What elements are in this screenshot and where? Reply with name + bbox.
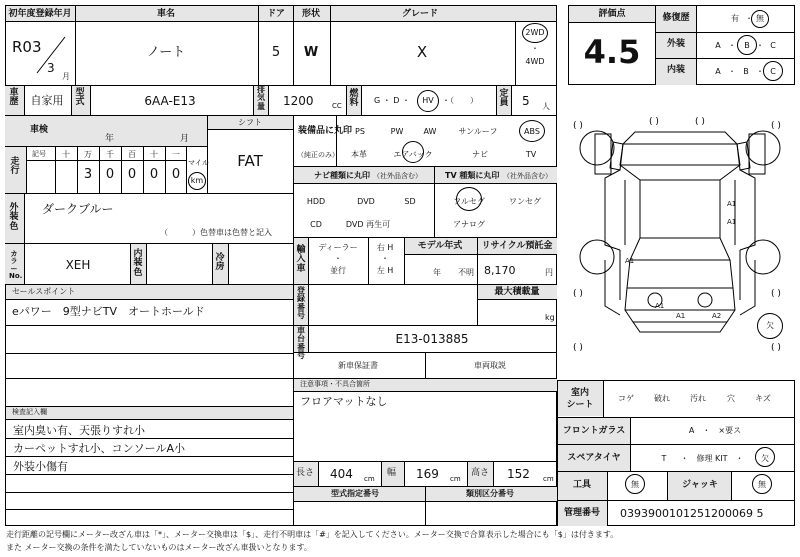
odo-col-4: 百 xyxy=(128,150,136,159)
glass-label: フロントガラス xyxy=(562,426,626,436)
equipment-sub: （純正のみ） xyxy=(297,151,339,159)
notes-text: フロアマットなし xyxy=(300,395,388,408)
svg-text:( ): ( ) xyxy=(771,343,781,353)
missing-part: 欠 xyxy=(766,321,774,330)
svg-text:( ): ( ) xyxy=(649,117,659,127)
equip-navi: ナビ xyxy=(472,150,488,159)
odo-mile: マイル xyxy=(188,159,209,167)
odo-col-1: 十 xyxy=(62,150,70,159)
fuel-selected: HV xyxy=(422,96,434,105)
tv-oneseg: ワンセグ xyxy=(509,197,541,206)
reizo-label: 冷房 xyxy=(215,253,225,273)
glass-value: A ・ ×要ス xyxy=(688,426,742,435)
model: 6AA-E13 xyxy=(144,94,196,108)
import-left: 左 H xyxy=(376,266,394,275)
interior-color-label: 内装色 xyxy=(133,249,143,278)
chassis-label: 車台番号 xyxy=(297,326,305,361)
recycle-label: リサイクル預託金 xyxy=(481,241,553,251)
navi-hdd: HDD xyxy=(306,197,326,206)
import-right: 右 H xyxy=(376,243,394,252)
reg-label: 登録番号 xyxy=(297,286,305,321)
tv-sub: （社外品含む） xyxy=(503,172,552,180)
shape: W xyxy=(303,45,319,60)
import-label: 輸入車 xyxy=(296,245,306,274)
length-label: 長さ xyxy=(296,468,315,478)
model-label: 型式 xyxy=(75,88,85,108)
odo-digit-2: 0 xyxy=(105,167,115,182)
model-year-unknown: 不明 xyxy=(458,268,474,277)
odo-col-5: 十 xyxy=(150,150,158,159)
seat-label-1: 室内 xyxy=(570,388,590,398)
car-name: ノート xyxy=(146,45,186,60)
class-number-label: 類別区分番号 xyxy=(466,489,514,498)
equip-leather: 本革 xyxy=(351,150,367,159)
displacement-label: 排気量 xyxy=(257,85,265,111)
odometer-label: 走行 xyxy=(10,157,20,177)
rating-value: 4.5 xyxy=(583,33,641,71)
grade: X xyxy=(416,43,428,61)
shift-label: シフト xyxy=(238,118,262,127)
tv-fullseg: フルセグ xyxy=(453,197,485,206)
doors: 5 xyxy=(271,45,281,60)
interior-label: 内装 xyxy=(666,65,686,75)
odo-digit-5: 0 xyxy=(171,167,181,182)
rating-label: 評価点 xyxy=(598,9,626,19)
repair-no: 無 xyxy=(756,14,764,23)
odo-km: km xyxy=(190,176,204,185)
jack-value: 無 xyxy=(758,480,766,489)
width-value: 169 xyxy=(416,467,439,481)
warranty-new: 新車保証書 xyxy=(338,361,378,370)
color-label: 外装色 xyxy=(9,203,19,232)
colorno-value: XEH xyxy=(65,258,91,272)
odo-col-3: 千 xyxy=(106,150,114,159)
equip-ps: PS xyxy=(355,127,365,136)
svg-text:( ): ( ) xyxy=(573,289,583,299)
navi-dvd-play: DVD 再生可 xyxy=(345,220,391,229)
door-label: ドア xyxy=(267,9,285,19)
seat-dirt: 汚れ xyxy=(690,394,706,403)
model-year-year: 年 xyxy=(433,268,441,277)
seat-scratch: キズ xyxy=(755,394,771,403)
height-label: 高さ xyxy=(471,468,490,478)
seat-tear: 破れ xyxy=(654,394,670,403)
displacement: 1200 xyxy=(283,94,314,108)
damage-mark-5: A1 xyxy=(676,312,686,320)
usage-label: 車歴 xyxy=(9,88,19,108)
damage-mark-1: A1 xyxy=(727,200,737,208)
length-value: 404 xyxy=(330,467,353,481)
sales-point-label: セールスポイント xyxy=(12,287,76,296)
inspector-line-2: カーペットすれ小、コンソールA小 xyxy=(13,442,185,455)
drive-4wd: 4WD xyxy=(525,57,545,66)
shift-value: FAT xyxy=(237,152,263,170)
shaken-year: 年 xyxy=(105,134,115,144)
svg-text:( ): ( ) xyxy=(771,289,781,299)
spare-kit: ・ 修理 KIT ・ xyxy=(680,454,744,463)
damage-mark-2: A1 xyxy=(727,218,737,226)
usage: 自家用 xyxy=(30,94,64,107)
equip-abs: ABS xyxy=(524,127,540,136)
color-note: （ ）色替車は色替と記入 xyxy=(160,228,272,237)
type-designation-label: 型式指定番号 xyxy=(331,489,379,498)
sales-point-text: eパワー 9型ナビTV オートホールド xyxy=(12,305,205,318)
equipment-label: 装備品に丸印 xyxy=(298,126,353,136)
inspector-line-1: 室内臭い有、天張りすれ小 xyxy=(13,424,145,437)
model-year-label: モデル年式 xyxy=(417,241,463,251)
inspector-label: 検査記入欄 xyxy=(12,408,47,416)
car-name-label: 車名 xyxy=(156,9,176,19)
capacity-unit: 人 xyxy=(542,102,550,111)
capacity-label: 定員 xyxy=(499,89,509,109)
import-dealer: ディーラー xyxy=(318,243,358,252)
shaken-month: 月 xyxy=(180,134,190,144)
navi-sd: SD xyxy=(404,197,416,206)
notes-label: 注意事項・不具合箇所 xyxy=(300,380,370,388)
tools-value: 無 xyxy=(631,480,639,489)
management-value: 0393900101251200069 5 xyxy=(620,507,764,520)
repair-label: 修復歴 xyxy=(662,13,690,23)
svg-text:( ): ( ) xyxy=(771,121,781,131)
first-reg-label: 初年度登録年月 xyxy=(8,9,72,19)
odo-digit-4: 0 xyxy=(149,167,159,182)
grade-label: グレード xyxy=(401,9,439,19)
navi-label: ナビ種類に丸印 xyxy=(314,171,370,180)
month: 3 xyxy=(47,61,55,75)
seat-label-2: シート xyxy=(566,400,594,410)
inspector-line-3: 外装小傷有 xyxy=(13,460,68,473)
management-label: 管理番号 xyxy=(563,508,601,518)
equip-tv: TV xyxy=(525,150,537,159)
svg-text:( ): ( ) xyxy=(573,343,583,353)
tools-label: 工具 xyxy=(572,480,592,490)
spare-label: スペアタイヤ xyxy=(567,453,621,463)
damage-mark-3: A1 xyxy=(625,257,635,265)
chassis-value: E13-013885 xyxy=(395,332,469,346)
drive-2wd: 2WD xyxy=(525,28,545,37)
navi-cd: CD xyxy=(310,220,322,229)
month-unit: 月 xyxy=(62,72,70,81)
odo-digit-3: 0 xyxy=(127,167,137,182)
color-value: ダークブルー xyxy=(42,202,114,216)
odo-col-2: 万 xyxy=(84,150,92,159)
fuel-paren: ・（ ） xyxy=(442,96,478,105)
car-damage-diagram xyxy=(565,110,797,380)
seat-burn: コゲ xyxy=(618,394,634,403)
fuel-options: G ・ D ・ xyxy=(374,96,410,105)
exterior-label: 外装 xyxy=(666,39,686,49)
equip-sunroof: サンルーフ xyxy=(458,127,498,136)
spare-none: 欠 xyxy=(761,454,769,463)
recycle-unit: 円 xyxy=(545,268,553,277)
jack-label: ジャッキ xyxy=(682,480,718,490)
odo-digit-1: 3 xyxy=(83,167,93,182)
height-value: 152 xyxy=(507,467,530,481)
damage-mark-6: A2 xyxy=(712,312,722,320)
navi-sub: （社外品含む） xyxy=(373,172,422,180)
odo-col-6: 一 xyxy=(172,150,180,159)
load-label: 最大積載量 xyxy=(494,287,540,297)
fuel-label: 燃料 xyxy=(349,89,359,109)
equip-airbag: エアバック xyxy=(393,150,433,159)
equip-pw: PW xyxy=(390,127,404,136)
equip-aw: AW xyxy=(423,127,437,136)
colorno-label: カラーNo. xyxy=(9,250,23,281)
tv-analog: アナログ xyxy=(453,220,485,229)
shape-label: 形状 xyxy=(301,9,321,19)
footer-line-2: また メーター交換の条件を満たしていないものはメーター改ざん車扱いとなります。 xyxy=(6,543,312,552)
seat-hole: 穴 xyxy=(727,394,735,403)
shaken-label: 車検 xyxy=(30,125,49,135)
spare-t: T xyxy=(661,454,667,463)
import-parallel: 並行 xyxy=(330,266,346,275)
svg-text:( ): ( ) xyxy=(573,121,583,131)
recycle-value: 8,170 xyxy=(484,264,516,277)
era: R03 xyxy=(12,38,42,56)
load-unit: kg xyxy=(545,313,555,322)
repair-yes: 有 xyxy=(731,14,739,23)
footer-line-1: 走行距離の記号欄にメーター改ざん車は「*」、メーター交換車は「$」、走行不明車は「#」を記入してください。メーター交換で合算表示した場合にも「$」は付きます。 xyxy=(6,530,619,539)
cc-unit: CC xyxy=(332,102,342,110)
warranty-manual: 車両取説 xyxy=(474,361,506,370)
navi-dvd: DVD xyxy=(357,197,375,206)
svg-text:( ): ( ) xyxy=(695,117,705,127)
damage-mark-4: A1 xyxy=(655,302,665,310)
capacity: 5 xyxy=(522,94,530,108)
width-label: 幅 xyxy=(387,468,397,478)
odo-sign-label: 記号 xyxy=(32,150,46,158)
tv-label: TV 種類に丸印 xyxy=(445,171,500,180)
